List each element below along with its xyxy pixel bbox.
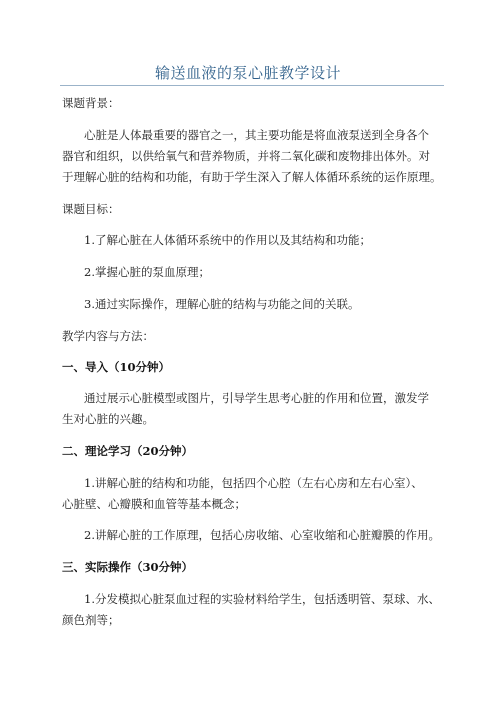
document-title: 输送血液的泵心脏教学设计 <box>154 64 341 82</box>
title-underline <box>60 85 444 86</box>
methods-label: 教学内容与方法： <box>62 329 154 343</box>
background-paragraph-line: 器官和组织，以供给氧气和营养物质，并将二氧化碳和废物排出体外。对 <box>62 149 430 163</box>
section-heading-theory: 二、理论学习（20分钟） <box>62 444 194 458</box>
theory-paragraph-line: 心脏壁、心瓣膜和血管等基本概念； <box>62 497 246 511</box>
section-heading-practice: 三、实际操作（30分钟） <box>62 560 194 574</box>
background-paragraph-line: 心脏是人体最重要的器官之一，其主要功能是将血液泵送到全身各个 <box>84 128 429 142</box>
background-paragraph-line: 于理解心脏的结构和功能，有助于学生深入了解人体循环系统的运作原理。 <box>62 170 442 184</box>
section-heading-intro: 一、导入（10分钟） <box>62 360 171 374</box>
practice-paragraph-line: 颜色剂等； <box>62 613 120 627</box>
background-label: 课题背景： <box>62 96 120 110</box>
theory-paragraph-line: 2.讲解心脏的工作原理，包括心房收缩、心室收缩和心脏瓣膜的作用。 <box>84 528 440 542</box>
practice-paragraph-line: 1.分发模拟心脏泵血过程的实验材料给学生，包括透明管、泵球、水、 <box>84 592 440 606</box>
intro-paragraph-line: 通过展示心脏模型或图片，引导学生思考心脏的作用和位置，激发学 <box>84 391 429 405</box>
theory-paragraph-line: 1.讲解心脏的结构和功能，包括四个心腔（左右心房和左右心室）、 <box>84 476 423 490</box>
intro-paragraph-line: 生对心脏的兴趣。 <box>62 412 154 426</box>
goals-label: 课题目标： <box>62 202 120 216</box>
goal-item: 2.掌握心脏的泵血原理； <box>84 265 210 279</box>
goal-item: 1.了解心脏在人体循环系统中的作用以及其结构和功能； <box>84 233 371 247</box>
goal-item: 3.通过实际操作，理解心脏的结构与功能之间的关联。 <box>84 297 360 311</box>
